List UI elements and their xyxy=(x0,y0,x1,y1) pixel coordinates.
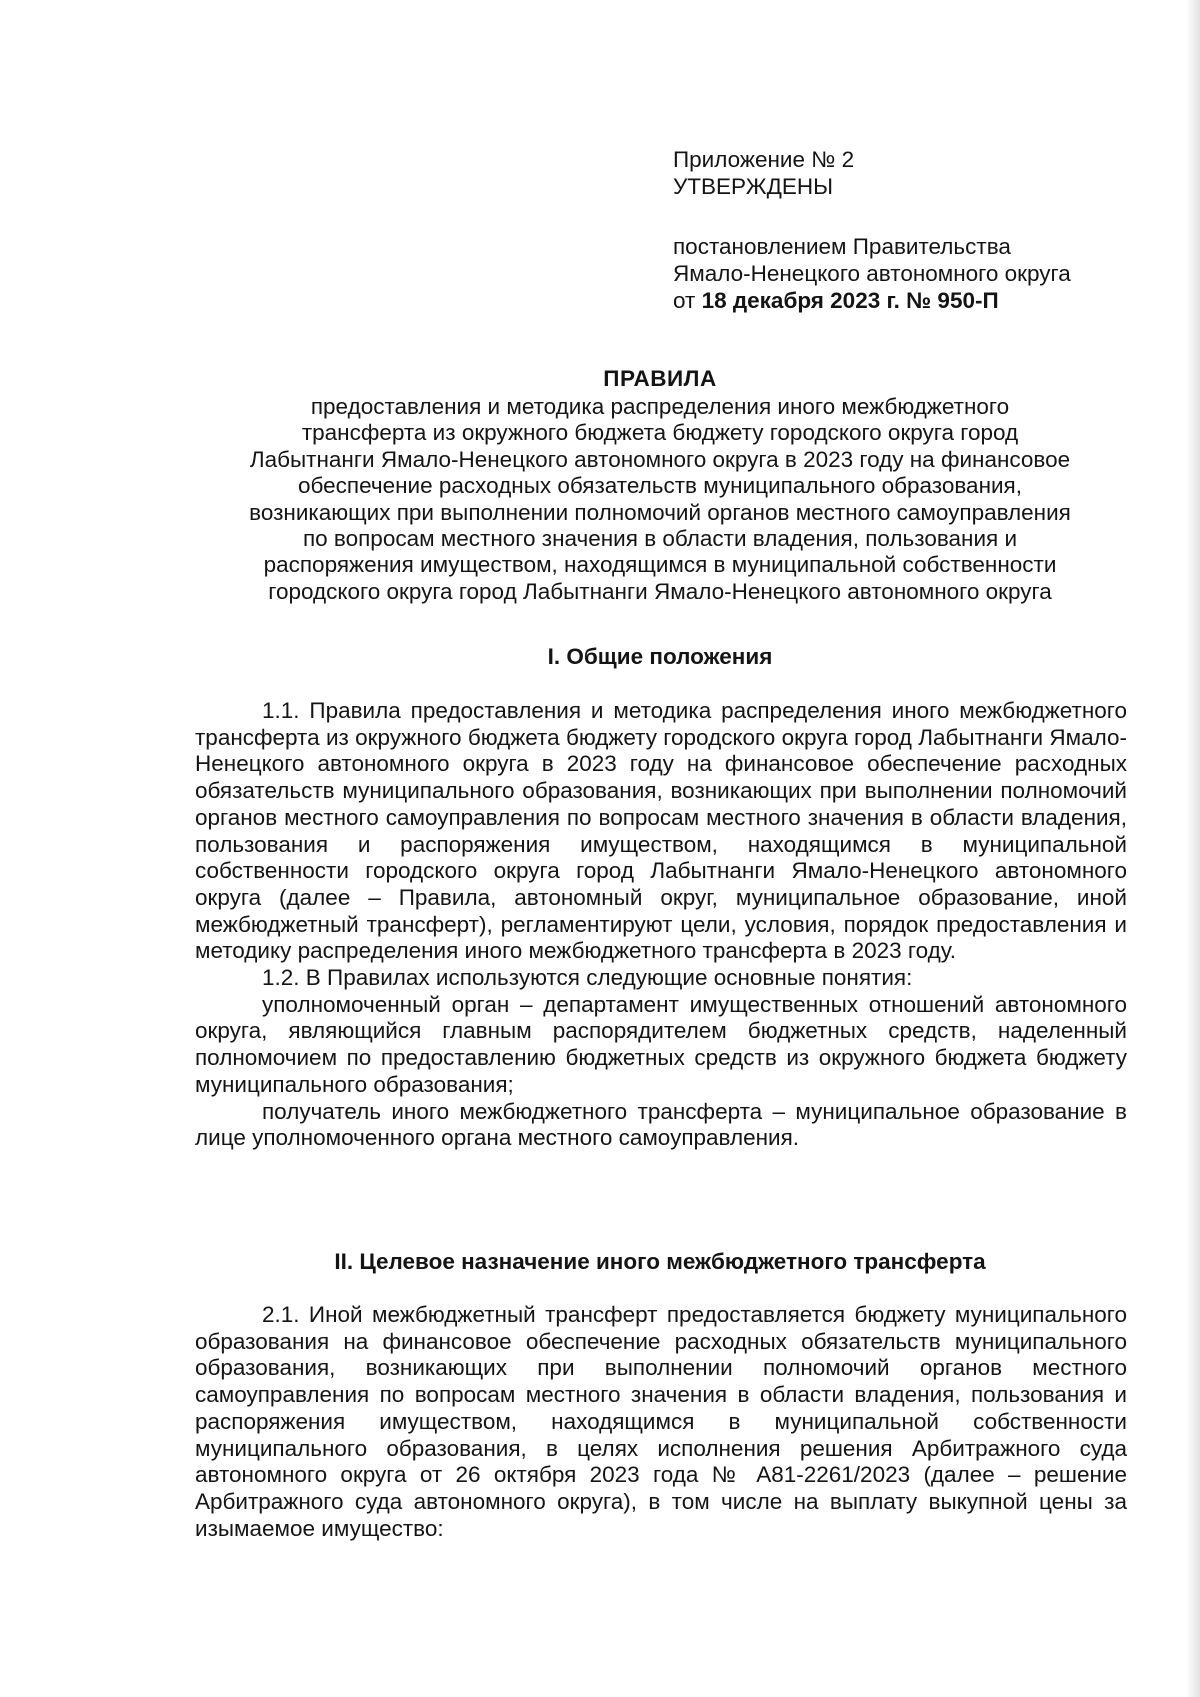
subtitle-line: обеспечение расходных обязательств муниципального образования, xyxy=(297,473,1022,499)
page-edge xyxy=(1186,0,1200,1697)
section-1-heading: I. Общие положения xyxy=(547,644,773,669)
section-2-body xyxy=(195,1302,1127,1542)
subtitle-line: предоставления и методика распределения иного межбюджетного xyxy=(310,394,1010,419)
section-2-heading: II. Целевое назначение иного межбюджетного трансферта xyxy=(334,1249,986,1274)
decree-date-number: 18 декабря 2023 г. № 950-П xyxy=(701,288,999,313)
subtitle-line: возникающих при выполнении полномочий органов местного самоуправления xyxy=(249,499,1071,525)
paragraph-2-1: 2.1. Иной межбюджетный трансферт предоставляется бюджету муниципального образования на финансовое обеспечение расходных обязательств муниципального образования, возникающих при выполнении полномочий органов местного самоуправления по вопросам местного значения в области владения, пользования и распоряжения имуществом, находящимся в муниципальной собственности муниципального образования, в целях исполнения решения Арбитражного суда автономного округа от 26 октября 2023 года № А81-2261/2023 (далее – решение Арбитражного суда автономного округа), в том числе на выплату выкупной цены за изымаемое имущество: xyxy=(195,1302,1127,1541)
paragraph-1-1: 1.1. Правила предоставления и методика распределения иного межбюджетного трансферта из окружного бюджета бюджету городского округа город Лабытнанги Ямало-Ненецкого автономного округа в 2023 году на финансовое обеспечение расходных обязательств муниципального образования, возникающих при выполнении полномочий органов местного самоуправления по вопросам местного значения в области владения, пользования и распоряжения имуществом, находящимся в муниципальной собственности городского округа город Лабытнанги Ямало-Ненецкого автономного округа (далее – Правила, автономный округ, муниципальное образование, иной межбюджетный трансферт), регламентируют цели, условия, порядок предоставления и методику распределения иного межбюджетного трансферта в 2023 году. xyxy=(195,698,1127,964)
decree-line-1: постановлением Правительства xyxy=(673,234,1011,259)
subtitle-line: городского округа город Лабытнанги Ямало-Ненецкого автономного округа xyxy=(268,578,1052,604)
subtitle-line: распоряжения имуществом, находящимся в муниципальной собственности xyxy=(263,552,1057,578)
paragraph-1-2: 1.2. В Правилах используются следующие основные понятия: xyxy=(262,965,913,991)
subtitle-line: по вопросам местного значения в области владения, пользования и xyxy=(302,526,1018,552)
approved-label: УТВЕРЖДЕНЫ xyxy=(673,174,833,199)
definition-authorized-body: уполномоченный орган – департамент имущественных отношений автономного округа, являющийся главным распорядителем бюджетных средств, наделенный полномочием по предоставлению бюджетных средств из окружного бюджета бюджету муниципального образования; xyxy=(195,991,1127,1097)
document-title: ПРАВИЛА xyxy=(603,366,717,391)
approval-header xyxy=(673,146,1133,314)
appendix-label: Приложение № 2 xyxy=(673,147,855,172)
decree-date-line xyxy=(673,287,1133,314)
decree-line-2: Ямало-Ненецкого автономного округа xyxy=(673,261,1071,286)
document-subtitle xyxy=(160,394,1160,605)
subtitle-line: Лабытнанги Ямало-Ненецкого автономного округа в 2023 году на финансовое xyxy=(249,446,1071,472)
subtitle-line: трансферта из окружного бюджета бюджету городского округа город xyxy=(301,420,1019,446)
decree-prefix: от xyxy=(673,288,696,313)
definition-recipient: получатель иного межбюджетного трансферта – муниципальное образование в лице уполномоченного органа местного самоуправления. xyxy=(195,1098,1127,1151)
section-1-body xyxy=(195,698,1127,1152)
